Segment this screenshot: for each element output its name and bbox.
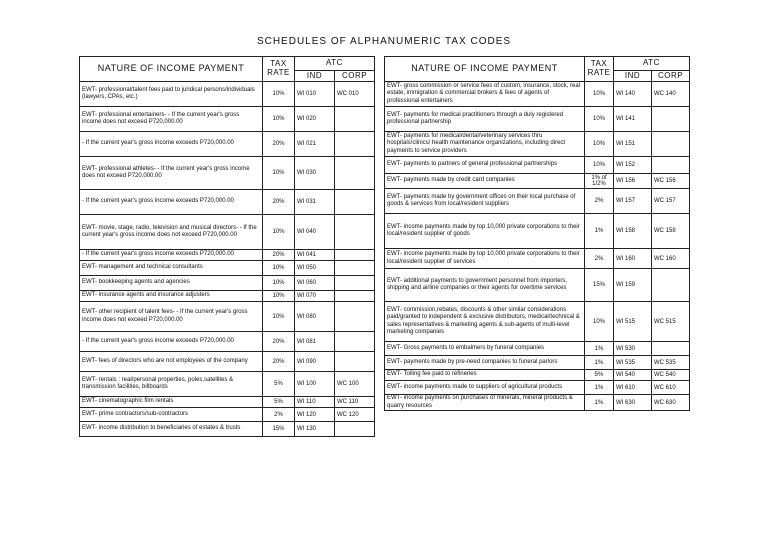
atc-ind-cell: WI 160 [614,249,652,269]
tax-rate-cell: 10% [263,82,295,107]
header-ind: IND [295,71,335,82]
income-payment-description: EWT- payments made by pre-need companies to funeral parlors [385,356,585,370]
atc-corp-cell: WC 100 [335,372,375,397]
atc-ind-cell: WI 050 [295,261,335,276]
atc-corp-cell: WC 610 [652,381,690,395]
table-row [385,370,690,381]
tax-rate-cell: 10% [263,302,295,332]
income-payment-description: EWT- payments made by government offices on their local purchase of goods & services from local/resident suppliers [385,189,585,214]
income-payment-description: EWT- management and technical consultants [80,261,263,276]
tax-rate-cell: 20% [263,332,295,352]
atc-ind-cell: WI 152 [614,157,652,174]
income-payment-description: EWT- insurance agents and insurance adjusters [80,291,263,302]
atc-corp-cell: WC 160 [652,249,690,269]
atc-ind-cell: WI 515 [614,302,652,342]
atc-corp-cell: WC 630 [652,395,690,411]
atc-ind-cell: WI 540 [614,370,652,381]
page-title: SCHEDULES OF ALPHANUMERIC TAX CODES [256,36,512,47]
atc-corp-cell: WC 156 [652,174,690,189]
tax-rate-cell: 10% [585,82,614,107]
income-payment-description: EWT- additional payments to government personnel from importers, shipping and airline companies or their agents for overtime services [385,269,585,302]
atc-ind-cell: WI 060 [295,276,335,291]
income-payment-description: EWT- Tolling fee paid to refineries [385,370,585,381]
income-payment-description: EWT- professional entertainers- - If the current year's gross income does not exceed P720,000.00 [80,107,263,132]
tax-rate-cell: 1% [585,342,614,356]
atc-corp-cell: WC 110 [335,397,375,408]
atc-corp-cell [652,269,690,302]
atc-corp-cell: WC 515 [652,302,690,342]
tax-codes-table-right [384,56,690,411]
income-payment-description: EWT- Gross payments to embalmers by funeral companies [385,342,585,356]
table-row [385,189,690,214]
atc-ind-cell: WI 120 [295,408,335,422]
income-payment-description: EWT- bookkeeping agents and agencies [80,276,263,291]
atc-corp-cell: WC 010 [335,82,375,107]
atc-ind-cell: WI 070 [295,291,335,302]
atc-corp-cell [335,157,375,190]
atc-ind-cell: WI 080 [295,302,335,332]
tax-rate-cell: 5% [263,397,295,408]
income-payment-description: EWT- payments for medical/dental/veterinary services thru hospitals/clinics/ health maintenance organizations, including direct payments to service providers [385,132,585,157]
atc-corp-cell [335,261,375,276]
table-row [385,249,690,269]
tax-rate-cell: 2% [585,189,614,214]
header-corp: CORP [335,71,375,82]
income-payment-description: EWT- fees of directors who are not employees of the company [80,352,263,372]
atc-ind-cell: WI 535 [614,356,652,370]
tax-rate-cell: 2% [263,408,295,422]
table-row [80,332,375,352]
atc-corp-cell: WC 157 [652,189,690,214]
header-atc: ATC [614,57,690,71]
table-row [385,214,690,249]
income-payment-description: EWT- commission,rebates, discounts & other similar considerations paid/granted to independent & exclusive distributors, medical/technical & sales representatives & marketing agents & sub-agents of multi-level marketing companies [385,302,585,342]
table-row [80,157,375,190]
header-ind: IND [614,71,652,82]
atc-corp-cell [335,276,375,291]
atc-ind-cell: WI 130 [295,422,335,437]
income-payment-description: EWT- payments made by credit card companies [385,174,585,189]
atc-ind-cell: WI 610 [614,381,652,395]
table-row [80,302,375,332]
atc-ind-cell: WI 010 [295,82,335,107]
atc-corp-cell [335,291,375,302]
income-payment-description: - If the current year's gross income exceeds P720,000.00 [80,132,263,157]
table-row [385,342,690,356]
income-payment-description: EWT- cinematographic film rentals [80,397,263,408]
atc-ind-cell: WI 040 [295,215,335,250]
atc-ind-cell: WI 031 [295,190,335,215]
atc-ind-cell: WI 530 [614,342,652,356]
atc-corp-cell [335,332,375,352]
tax-rate-cell: 10% [263,291,295,302]
atc-corp-cell [652,107,690,132]
table-row [385,381,690,395]
income-payment-description: - If the current year's gross income exceeds P720,000.00 [80,250,263,261]
tax-rate-cell: 20% [263,352,295,372]
table-row [80,276,375,291]
table-row [80,372,375,397]
tax-rate-cell: 10% [263,261,295,276]
atc-ind-cell: WI 100 [295,372,335,397]
table-row [80,408,375,422]
tax-rate-cell: 1% [585,395,614,411]
tax-rate-cell: 20% [263,190,295,215]
income-payment-description: EWT- movie, stage, radio, television and musical directors- - If the current year's gross income does not exceed P720,000.00 [80,215,263,250]
atc-corp-cell [335,422,375,437]
tax-rate-cell: 5% [263,372,295,397]
tax-rate-cell: 10% [585,157,614,174]
tax-rate-cell: 10% [585,132,614,157]
income-payment-description: - If the current year's gross income exceeds P720,000.00 [80,332,263,352]
tax-rate-cell: 10% [263,157,295,190]
tax-rate-cell: 1% [585,356,614,370]
income-payment-description: EWT- professional/talent fees paid to juridical persons/individuals (lawyers, CPAs, etc.) [80,82,263,107]
atc-ind-cell: WI 151 [614,132,652,157]
income-payment-description: EWT- rentals : real/personal properties, poles,satellites & transmission facilities, billboards [80,372,263,397]
atc-corp-cell: WC 120 [335,408,375,422]
atc-corp-cell [335,132,375,157]
table-row [385,302,690,342]
table-row [385,269,690,302]
header-atc: ATC [295,57,375,71]
atc-ind-cell: WI 110 [295,397,335,408]
atc-corp-cell [652,132,690,157]
table-row [80,107,375,132]
table-row [385,107,690,132]
tax-rate-cell: 10% [263,276,295,291]
tax-rate-cell: 10% [585,107,614,132]
income-payment-description: EWT- professional athletes- - If the current year's gross income does not exceed P720,000.00 [80,157,263,190]
table-row [80,190,375,215]
atc-ind-cell: WI 630 [614,395,652,411]
header-nature: NATURE OF INCOME PAYMENT [80,57,263,82]
atc-corp-cell [335,215,375,250]
tax-rate-cell: 15% [263,422,295,437]
atc-ind-cell: WI 141 [614,107,652,132]
atc-corp-cell [335,302,375,332]
table-row [80,352,375,372]
atc-corp-cell [335,107,375,132]
table-row [80,291,375,302]
atc-ind-cell: WI 030 [295,157,335,190]
tax-rate-cell: 10% [263,215,295,250]
table-row [385,157,690,174]
table-row [385,356,690,370]
atc-corp-cell: WC 540 [652,370,690,381]
atc-corp-cell [335,190,375,215]
income-payment-description: EWT- income payments on purchases of minerals, mineral products & quarry resources [385,395,585,411]
income-payment-description: EWT- prime contractors/sub-contractors [80,408,263,422]
income-payment-description: - If the current year's gross income exceeds P720,000.00 [80,190,263,215]
tax-rate-cell: 20% [263,132,295,157]
header-tax-rate: TAX RATE [585,57,614,82]
atc-ind-cell: WI 159 [614,269,652,302]
header-nature: NATURE OF INCOME PAYMENT [385,57,585,82]
tax-rate-cell: 15% [585,269,614,302]
atc-ind-cell: WI 156 [614,174,652,189]
atc-ind-cell: WI 157 [614,189,652,214]
table-row [80,250,375,261]
atc-corp-cell: WC 158 [652,214,690,249]
income-payment-description: EWT- gross commission or service fees of custom, insurance, stock, real estate, immigration & commercial brokers & fees of agents of professional entertainers [385,82,585,107]
atc-ind-cell: WI 090 [295,352,335,372]
tax-rate-cell: 1% [585,214,614,249]
tax-rate-cell: 20% [263,250,295,261]
atc-ind-cell: WI 140 [614,82,652,107]
atc-corp-cell [652,342,690,356]
atc-corp-cell [652,157,690,174]
tax-rate-cell: 10% [263,107,295,132]
atc-ind-cell: WI 158 [614,214,652,249]
header-tax-rate: TAX RATE [263,57,295,82]
tax-rate-cell: 2% [585,249,614,269]
tax-rate-cell: 1% [585,381,614,395]
table-row [385,82,690,107]
tax-rate-cell: 5% [585,370,614,381]
atc-ind-cell: WI 081 [295,332,335,352]
atc-ind-cell: WI 020 [295,107,335,132]
atc-ind-cell: WI 021 [295,132,335,157]
tax-rate-cell: 10% [585,302,614,342]
table-row [385,174,690,189]
atc-corp-cell [335,250,375,261]
table-row [80,422,375,437]
income-payment-description: EWT- income payments made to suppliers of agricultural products [385,381,585,395]
table-row [80,215,375,250]
table-row [80,132,375,157]
income-payment-description: EWT- payments for medical practitioners through a duly registered professional partnership [385,107,585,132]
income-payment-description: EWT- income distribution to beneficiaries of estates & trusts [80,422,263,437]
atc-corp-cell: WC 140 [652,82,690,107]
table-row [385,395,690,411]
income-payment-description: EWT- income payments made by top 10,000 private corporations to their local/resident supplier of goods [385,214,585,249]
atc-corp-cell: WC 535 [652,356,690,370]
tax-codes-table-left [79,56,375,437]
atc-ind-cell: WI 041 [295,250,335,261]
income-payment-description: EWT- income payments made by top 10,000 private corporations to their local/resident supplier of services [385,249,585,269]
table-row [385,132,690,157]
income-payment-description: EWT- payments to partners of general professional partnerships [385,157,585,174]
atc-corp-cell [335,352,375,372]
header-corp: CORP [652,71,690,82]
table-row [80,82,375,107]
tax-rate-cell: 1% of 1/2% [585,174,614,189]
income-payment-description: EWT- other recipient of talent fees- - If the current year's gross income does not exceed P720,000.00 [80,302,263,332]
table-row [80,261,375,276]
table-row [80,397,375,408]
